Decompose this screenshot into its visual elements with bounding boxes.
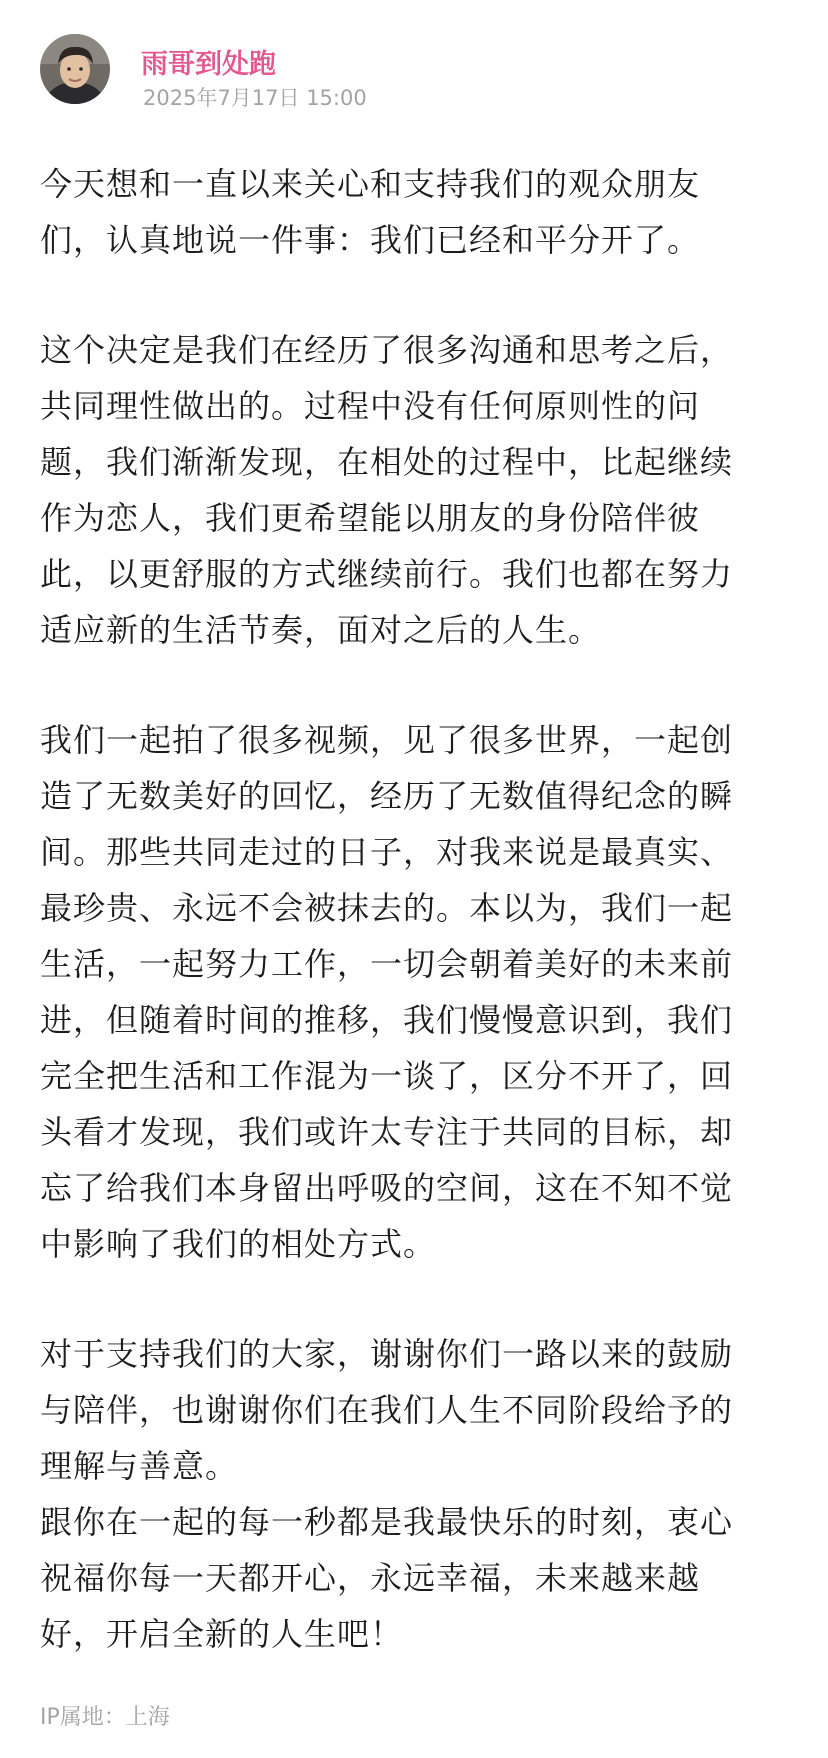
text-line: 中影响了我们的相处方式。 [40, 1225, 437, 1263]
text-line: 与陪伴，也谢谢你们在我们人生不同阶段给予的 [40, 1391, 734, 1429]
text-line: 间。那些共同走过的日子，对我来说是最真实、 [40, 833, 734, 871]
text-line: 忘了给我们本身留出呼吸的空间，这在不知不觉 [40, 1169, 734, 1207]
text-line: 跟你在一起的每一秒都是我最快乐的时刻，衷心 [40, 1503, 734, 1541]
ip-location: IP属地：上海 [40, 1705, 170, 1730]
post-timestamp: 2025年7月17日 15:00 [143, 86, 367, 110]
post-body [40, 156, 800, 1662]
text-line: 共同理性做出的。过程中没有任何原则性的问 [40, 387, 701, 425]
text-line: 进，但随着时间的推移，我们慢慢意识到，我们 [40, 1001, 734, 1039]
text-line: 好，开启全新的人生吧！ [40, 1615, 404, 1653]
avatar[interactable] [40, 34, 110, 104]
text-line: 造了无数美好的回忆，经历了无数值得纪念的瞬 [40, 777, 734, 815]
text-line: 完全把生活和工作混为一谈了，区分不开了，回 [40, 1057, 734, 1095]
paragraph-2 [40, 322, 800, 658]
text-line: 我们一起拍了很多视频，见了很多世界，一起创 [40, 721, 734, 759]
text-line: 们，认真地说一件事：我们已经和平分开了。 [40, 221, 701, 259]
text-line: 理解与善意。 [40, 1447, 239, 1485]
text-line: 这个决定是我们在经历了很多沟通和思考之后， [40, 331, 734, 369]
text-line: 头看才发现，我们或许太专注于共同的目标，却 [40, 1113, 734, 1151]
text-line: 今天想和一直以来关心和支持我们的观众朋友 [40, 165, 701, 203]
text-line: 最珍贵、永远不会被抹去的。本以为，我们一起 [40, 889, 734, 927]
user-avatar-icon [40, 34, 110, 104]
text-line: 适应新的生活节奏，面对之后的人生。 [40, 611, 602, 649]
text-line: 祝福你每一天都开心，永远幸福，未来越来越 [40, 1559, 701, 1597]
text-line: 生活，一起努力工作，一切会朝着美好的未来前 [40, 945, 734, 983]
author-name[interactable]: 雨哥到处跑 [141, 49, 276, 80]
text-line: 作为恋人，我们更希望能以朋友的身份陪伴彼 [40, 499, 701, 537]
paragraph-3 [40, 712, 800, 1272]
text-line: 题，我们渐渐发现，在相处的过程中，比起继续 [40, 443, 734, 481]
paragraph-4 [40, 1326, 800, 1662]
paragraph-1 [40, 156, 800, 268]
text-line: 对于支持我们的大家，谢谢你们一路以来的鼓励 [40, 1335, 734, 1373]
text-line: 此，以更舒服的方式继续前行。我们也都在努力 [40, 555, 734, 593]
post-header [40, 34, 788, 114]
